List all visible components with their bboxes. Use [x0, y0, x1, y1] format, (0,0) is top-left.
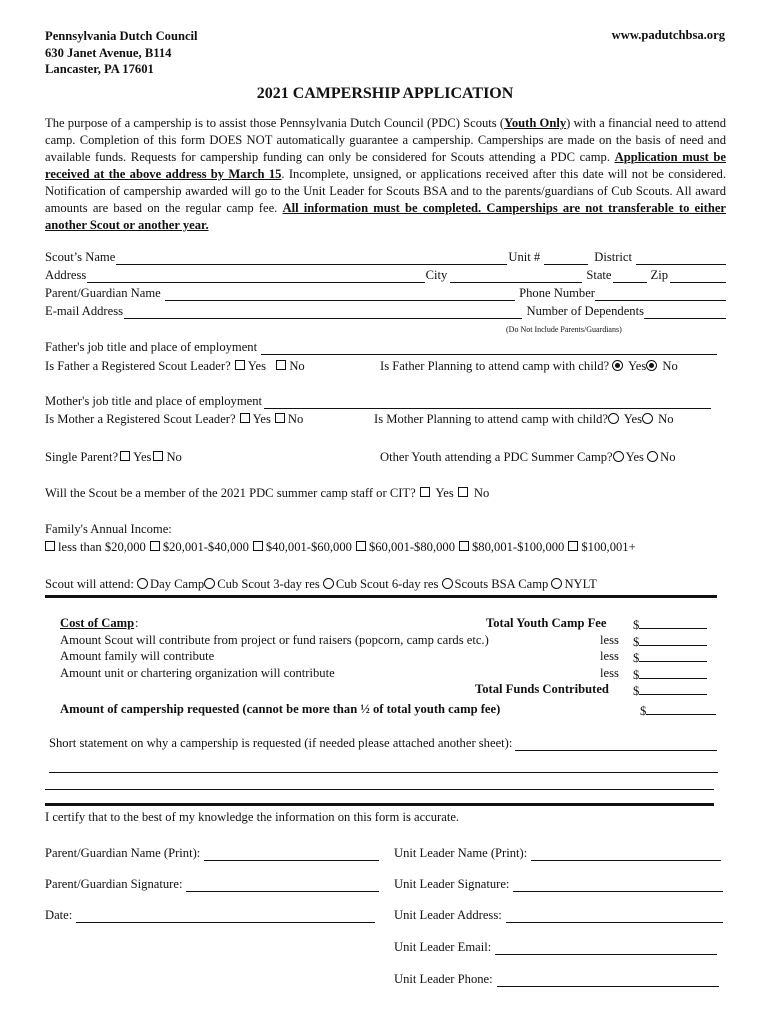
mother-registered-yes-checkbox[interactable] — [240, 413, 250, 423]
attend-cub-3day-radio[interactable] — [204, 578, 215, 589]
less-label-2: less — [600, 649, 619, 663]
father-planning-question — [380, 359, 678, 374]
yes-label: Yes — [625, 450, 644, 464]
yes-label: Yes — [435, 486, 454, 500]
leader-address-row — [394, 908, 724, 923]
must-complete-emphasis: All information must be completed. Camperships are — [282, 201, 581, 215]
income-option-2-label: $20,001-$40,000 — [162, 540, 249, 554]
leader-phone-field[interactable] — [497, 974, 719, 987]
income-option-4-checkbox[interactable] — [356, 541, 366, 551]
total-funds-field[interactable] — [639, 682, 707, 695]
statement-label: Short statement on why a campership is requested (if needed please attached another sheet): — [49, 736, 513, 750]
no-label: No — [287, 412, 304, 426]
email-field[interactable] — [124, 306, 522, 319]
attend-day-camp-label: Day Camp — [150, 577, 205, 591]
mother-registered-no-checkbox[interactable] — [275, 413, 285, 423]
father-job-field[interactable] — [261, 342, 717, 355]
parent-print-label: Parent/Guardian Name (Print): — [45, 846, 201, 860]
mother-job-row — [45, 394, 712, 409]
dollar-sign: $ — [633, 635, 640, 649]
parent-signature-row — [45, 877, 380, 892]
email-label: E-mail Address — [45, 304, 123, 318]
parent-signature-label: Parent/Guardian Signature: — [45, 877, 183, 891]
unit-contribution-field[interactable] — [639, 666, 707, 679]
parent-signature-field[interactable] — [186, 879, 379, 892]
parent-name-row — [45, 286, 726, 301]
parent-print-field[interactable] — [204, 848, 379, 861]
mother-registered-question — [45, 412, 303, 427]
income-options — [45, 540, 636, 555]
leader-address-field[interactable] — [506, 910, 723, 923]
cost-line-3: Amount unit or chartering organization will contribute — [60, 666, 335, 680]
statement-field-2[interactable] — [49, 772, 718, 773]
state-label: State — [586, 268, 612, 282]
father-job-label: Father's job title and place of employment — [45, 340, 258, 354]
single-parent-no-checkbox[interactable] — [153, 451, 163, 461]
parent-name-field[interactable] — [165, 288, 515, 301]
dollar-sign: $ — [640, 704, 647, 718]
cost-line-2: Amount family will contribute — [60, 649, 215, 663]
total-fee-amount — [633, 616, 707, 633]
staff-question — [45, 486, 489, 501]
zip-field[interactable] — [670, 270, 726, 283]
single-parent-yes-checkbox[interactable] — [120, 451, 130, 461]
leader-print-row — [394, 846, 722, 861]
certify-statement: I certify that to the best of my knowledge the information on this form is accurate. — [45, 810, 460, 824]
dollar-sign: $ — [633, 668, 640, 682]
attend-cub-6day-radio[interactable] — [323, 578, 334, 589]
father-planning-no-radio[interactable] — [646, 360, 657, 371]
mother-planning-no-radio[interactable] — [642, 413, 653, 424]
family-contribution-amount — [633, 649, 707, 666]
dollar-sign: $ — [633, 651, 640, 665]
leader-print-label: Unit Leader Name (Print): — [394, 846, 528, 860]
father-planning-yes-radio[interactable] — [612, 360, 623, 371]
yes-label: Yes — [133, 450, 152, 464]
yes-label: Yes — [247, 359, 267, 373]
leader-signature-label: Unit Leader Signature: — [394, 877, 510, 891]
father-job-row — [45, 340, 718, 355]
dollar-sign: $ — [633, 684, 640, 698]
attend-cub-6day-label: Cub Scout 6-day res — [335, 577, 439, 591]
no-label: No — [289, 359, 305, 373]
leader-email-row — [394, 940, 718, 955]
email-row — [45, 304, 726, 319]
income-option-4-label: $60,001-$80,000 — [368, 540, 455, 554]
staff-yes-checkbox[interactable] — [420, 487, 430, 497]
father-registered-yes-checkbox[interactable] — [235, 360, 245, 370]
statement-divider — [45, 803, 714, 806]
total-fee-field[interactable] — [639, 616, 707, 629]
requested-label: Amount of campership requested (cannot be more than ½ of total youth camp fee) — [60, 702, 501, 716]
unit-contribution-amount — [633, 666, 707, 683]
youth-only-emphasis: Youth Only — [504, 116, 567, 130]
statement-field-3[interactable] — [45, 789, 714, 790]
total-funds-label: Total Funds Contributed — [475, 682, 609, 696]
single-parent-question — [45, 450, 182, 465]
no-label: No — [658, 412, 674, 426]
dependents-note: (Do Not Include Parents/Guardians) — [506, 325, 622, 334]
leader-address-label: Unit Leader Address: — [394, 908, 502, 922]
cost-heading-colon: : — [135, 616, 139, 630]
section-divider — [45, 595, 717, 598]
income-option-3-checkbox[interactable] — [253, 541, 263, 551]
leader-print-field[interactable] — [531, 848, 721, 861]
leader-email-field[interactable] — [495, 942, 717, 955]
mother-job-field[interactable] — [264, 396, 711, 409]
no-label: No — [662, 359, 678, 373]
council-name: Pennsylvania Dutch Council — [45, 29, 198, 43]
income-option-3-label: $40,001-$60,000 — [265, 540, 352, 554]
other-youth-yes-radio[interactable] — [613, 451, 624, 462]
deadline-emphasis: Application must be received at the above address by March 15 — [45, 150, 727, 181]
other-youth-no-radio[interactable] — [647, 451, 658, 462]
income-option-1-checkbox[interactable] — [45, 541, 55, 551]
dependents-field[interactable] — [644, 306, 726, 319]
council-city: Lancaster, PA 17601 — [45, 62, 154, 76]
mother-registered-label: Is Mother a Registered Scout Leader? — [45, 412, 236, 426]
attend-cub-3day-label: Cub Scout 3-day res — [217, 577, 320, 591]
total-fee-label: Total Youth Camp Fee — [486, 616, 607, 630]
phone-field[interactable] — [595, 288, 726, 301]
yes-label: Yes — [627, 359, 647, 373]
unit-field[interactable] — [544, 252, 588, 265]
city-label: City — [425, 268, 448, 282]
city-field[interactable] — [450, 270, 582, 283]
staff-no-checkbox[interactable] — [458, 487, 468, 497]
single-parent-label: Single Parent? — [45, 450, 119, 464]
attend-nylt-radio[interactable] — [551, 578, 562, 589]
leader-signature-row — [394, 877, 724, 892]
not-transferable-emphasis: not transferable to either another Scout or another year. — [45, 201, 726, 232]
address-row — [45, 268, 726, 283]
yes-label: Yes — [252, 412, 271, 426]
family-contribution-field[interactable] — [639, 649, 707, 662]
intro-text-1: The purpose of a campership is to assist those Pennsylvania Dutch Council (PDC) Scouts ( — [45, 116, 505, 130]
no-label: No — [473, 486, 490, 500]
parent-name-label: Parent/Guardian Name — [45, 286, 161, 300]
total-funds-amount — [633, 682, 707, 699]
intro-text-3: . Incomplete, unsigned, or applications received after this date will not be considered. Notification of campership awarded will go to the Unit Leader for Scouts BSA and to the parents/guardians of Cub Scouts. All award amounts are based on the regular camp fee. — [45, 167, 726, 215]
father-planning-label: Is Father Planning to attend camp with child? — [380, 359, 610, 373]
less-label-3: less — [600, 666, 619, 680]
no-label: No — [660, 450, 676, 464]
address-label: Address — [45, 268, 87, 282]
attend-options — [45, 577, 597, 592]
income-option-2-checkbox[interactable] — [150, 541, 160, 551]
mother-planning-label: Is Mother Planning to attend camp with child? — [374, 412, 608, 426]
date-field[interactable] — [76, 910, 375, 923]
mother-planning-question — [374, 412, 674, 427]
leader-phone-label: Unit Leader Phone: — [394, 972, 493, 986]
statement-field-1[interactable] — [515, 738, 717, 751]
other-youth-question — [380, 450, 676, 465]
income-option-6-checkbox[interactable] — [568, 541, 578, 551]
other-youth-label: Other Youth attending a PDC Summer Camp? — [380, 450, 613, 464]
leader-phone-row — [394, 972, 720, 987]
mother-job-label: Mother's job title and place of employment — [45, 394, 263, 408]
income-option-5-label: $80,001-$100,000 — [472, 540, 565, 554]
mother-planning-yes-radio[interactable] — [608, 413, 619, 424]
date-label: Date: — [45, 908, 73, 922]
cost-heading: Cost of Camp — [60, 616, 135, 630]
income-label: Family's Annual Income: — [45, 522, 172, 536]
father-registered-question — [45, 359, 305, 374]
scout-contribution-amount — [633, 633, 707, 650]
scout-name-label: Scout’s Name — [45, 250, 116, 264]
requested-amount — [640, 702, 716, 719]
council-street: 630 Janet Avenue, B114 — [45, 45, 172, 60]
requested-field[interactable] — [646, 702, 716, 715]
leader-email-label: Unit Leader Email: — [394, 940, 492, 954]
council-address — [45, 28, 198, 78]
statement-row — [49, 736, 718, 751]
district-label: District — [594, 250, 632, 264]
cost-line-1: Amount Scout will contribute from project or fund raisers (popcorn, camp cards etc.) — [60, 633, 489, 647]
intro-paragraph — [45, 115, 726, 234]
father-registered-no-checkbox[interactable] — [276, 360, 286, 370]
income-option-6-label: $100,001+ — [581, 540, 636, 554]
no-label: No — [166, 450, 182, 464]
scout-name-row — [45, 250, 726, 265]
address-field[interactable] — [87, 270, 424, 283]
unit-label: Unit # — [508, 250, 541, 264]
dollar-sign: $ — [633, 618, 640, 632]
yes-label: Yes — [623, 412, 643, 426]
income-option-1-label: less than $20,000 — [58, 540, 146, 554]
phone-label: Phone Number — [519, 286, 595, 300]
parent-print-row — [45, 846, 380, 861]
zip-label: Zip — [650, 268, 668, 282]
state-field[interactable] — [613, 270, 647, 283]
date-row — [45, 908, 376, 923]
staff-question-label: Will the Scout be a member of the 2021 PDC summer camp staff or CIT? — [45, 486, 416, 500]
district-field[interactable] — [636, 252, 726, 265]
page-title: 2021 CAMPERSHIP APPLICATION — [256, 85, 514, 102]
attend-nylt-label: NYLT — [564, 577, 597, 591]
attend-scouts-bsa-radio[interactable] — [442, 578, 453, 589]
website-link[interactable]: www.padutchbsa.org — [611, 28, 725, 42]
income-option-5-checkbox[interactable] — [459, 541, 469, 551]
intro-text-2: ) with a financial need to attend camp. Completion of this form DOES NOT automatically guarantee a campership. Camperships are made on the basis of need and available funds. Requests for campership funding can only be considered for Scouts attending a PDC camp. — [45, 116, 726, 164]
attend-scouts-bsa-label: Scouts BSA Camp — [454, 577, 549, 591]
scout-contribution-field[interactable] — [639, 633, 707, 646]
scout-name-field[interactable] — [116, 252, 507, 265]
father-registered-label: Is Father a Registered Scout Leader? — [45, 359, 231, 373]
leader-signature-field[interactable] — [513, 879, 723, 892]
attend-label: Scout will attend: — [45, 577, 134, 591]
dependents-label: Number of Dependents — [526, 304, 644, 318]
attend-day-camp-radio[interactable] — [137, 578, 148, 589]
less-label-1: less — [600, 633, 619, 647]
